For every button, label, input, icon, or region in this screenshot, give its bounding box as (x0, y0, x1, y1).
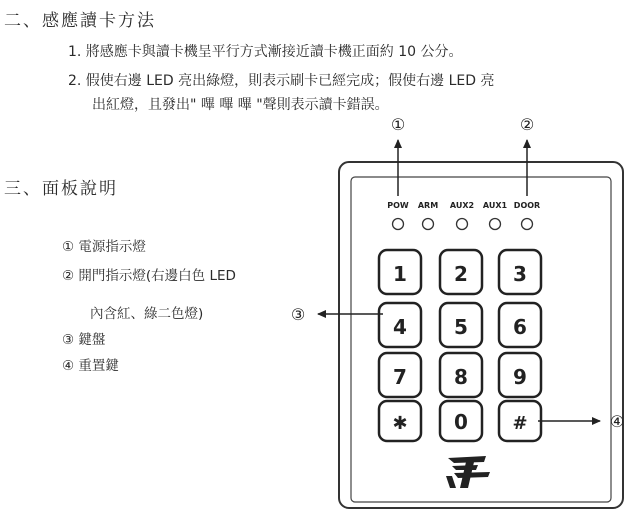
led-arm-indicator (423, 219, 434, 230)
key-label: 5 (454, 315, 468, 339)
key-label: 8 (454, 365, 468, 389)
legend-number: ① (62, 239, 75, 255)
key-5[interactable] (440, 303, 482, 347)
callout-3-label: ③ (290, 305, 306, 324)
key-label: 2 (454, 262, 468, 286)
callout-2-label: ② (519, 115, 535, 134)
legend-text: 開門指示燈(右邊白色 LED (78, 268, 236, 284)
section-3-heading: 三、面板說明 (4, 179, 118, 199)
legend-number: ② (62, 268, 75, 284)
key-label: 1 (393, 262, 407, 286)
key-label: 0 (454, 410, 468, 434)
key-1[interactable] (379, 250, 421, 294)
led-label-aux1: AUX1 (482, 201, 508, 210)
led-label-door: DOOR (513, 201, 541, 210)
legend-text: 鍵盤 (78, 332, 106, 348)
key-label: 4 (393, 315, 407, 339)
key-7[interactable] (379, 353, 421, 397)
key-4[interactable] (379, 303, 421, 347)
led-label-arm: ARM (417, 201, 439, 210)
legend-number: ③ (62, 332, 75, 348)
step-2-line-1: 2. 假使右邊 LED 亮出綠燈，則表示刷卡已經完成；假使右邊 LED 亮 (68, 73, 495, 89)
brand-logo-icon (446, 456, 490, 488)
led-aux2-indicator (457, 219, 468, 230)
legend-text: 重置鍵 (78, 358, 119, 374)
key-star[interactable] (379, 401, 421, 441)
led-label-pow: POW (387, 201, 409, 210)
led-aux1-indicator (490, 219, 501, 230)
key-9[interactable] (499, 353, 541, 397)
key-label: 6 (513, 315, 527, 339)
step-1-text: 1. 將感應卡與讀卡機呈平行方式漸接近讀卡機正面約 10 公分。 (68, 44, 463, 60)
section-2-heading: 二、感應讀卡方法 (4, 11, 156, 31)
legend-number: ④ (62, 358, 75, 374)
key-6[interactable] (499, 303, 541, 347)
key-0[interactable] (440, 401, 482, 441)
key-hash[interactable] (499, 401, 541, 441)
key-label: 3 (513, 262, 527, 286)
key-label: 7 (393, 365, 407, 389)
led-label-aux2: AUX2 (449, 201, 475, 210)
key-3[interactable] (499, 250, 541, 294)
led-door-indicator (522, 219, 533, 230)
key-label: ✱ (392, 413, 408, 434)
legend-text: 內含紅、綠二色燈) (90, 306, 204, 322)
key-label: # (512, 413, 528, 434)
key-8[interactable] (440, 353, 482, 397)
key-label: 9 (513, 365, 527, 389)
legend-text: 電源指示燈 (78, 239, 146, 255)
callout-1-label: ① (390, 115, 406, 134)
step-2-line-2: 出紅燈，且發出" 嗶 嗶 嗶 "聲則表示讀卡錯誤。 (92, 97, 389, 113)
key-2[interactable] (440, 250, 482, 294)
led-pow-indicator (393, 219, 404, 230)
callout-4-label: ④ (609, 412, 625, 431)
